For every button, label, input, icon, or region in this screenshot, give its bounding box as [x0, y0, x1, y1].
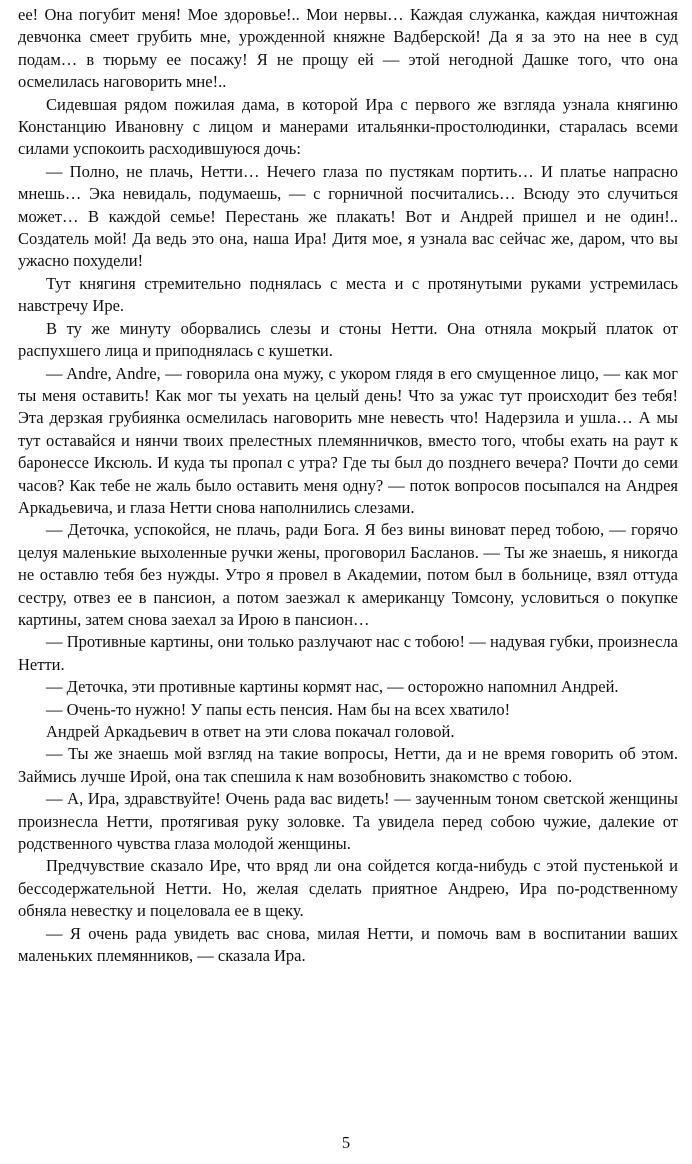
paragraph: Тут княгиня стремительно поднялась с места и с протянутыми руками устремилась навстречу Ире. — [18, 273, 678, 316]
paragraph: — Очень-то нужно! У папы есть пенсия. Нам бы на всех хватило! — [46, 699, 511, 719]
paragraph: В ту же минуту оборвались слезы и стоны Нетти. Она отняла мокрый платок от распухшего лица и приподнялась с кушетки. — [18, 318, 678, 361]
paragraph: Сидевшая рядом пожилая дама, в которой Ира с первого же взгляда узнала княгиню Констанцию Ивановну с лицом и манерами итальянки-простолюдинки, старалась всеми силами успокоить расходившуюся дочь: — [18, 94, 678, 159]
paragraph: — Деточка, успокойся, не плачь, ради Бога. Я без вины виноват перед тобою, — горячо целуя маленькие выхоленные ручки жены, проговорил Басланов. — Ты же знаешь, я никогда не оставлю тебя без нужды. Утро я провел в Академии, потом был в больнице, взял оттуда сестру, отвез ее в пансион, а потом заезжал к американцу Томсону, условиться о покупке картины, затем снова заехал за Ирою в пансион… — [18, 520, 678, 629]
book-page-text — [18, 4, 678, 967]
paragraph: — Деточка, эти противные картины кормят нас, — осторожно напомнил Андрей. — [46, 677, 619, 697]
paragraph: — Полно, не плачь, Нетти… Нечего глаза по пустякам портить… И платье напрасно мнешь… Эка невидаль, подумаешь, — с горничной посчитались… Всюду это случиться может… В каждой семье! Перестань же плакать! Вот и Андрей пришел и не один!.. Создатель мой! Да ведь это она, наша Ира! Дитя мое, я узнала вас сейчас же, даром, что вы ужасно похудели! — [18, 161, 678, 271]
paragraph: — Я очень рада увидеть вас снова, милая Нетти, и помочь вам в воспитании ваших маленьких племянников, — сказала Ира. — [18, 923, 678, 966]
page-number: 5 — [341, 1133, 351, 1152]
paragraph: — Ты же знаешь мой взгляд на такие вопросы, Нетти, да и не время говорить об этом. Займись лучше Ирой, она так спешила к нам возобновить знакомство с тобою. — [18, 744, 678, 786]
paragraph: — Противные картины, они только разлучают нас с тобою! — надувая губки, произнесла Нетти. — [18, 632, 678, 674]
paragraph-continuation: ее! Она погубит меня! Мое здоровье!.. Мои нервы… Каждая служанка, каждая ничтожная девчонка смеет грубить мне, урожденной княжне Вадберской! Да я за это на нее в суд подам… в тюрьму ее посажу! Я не прощу ей — этой негодной Дашке того, что она осмелилась наговорить мне!.. — [18, 5, 678, 92]
paragraph: Предчувствие сказало Ире, что вряд ли она сойдется когда-нибудь с этой пустенькой и бессодержательной Нетти. Но, желая сделать приятное Андрею, Ира по-родственному обняла невестку и поцеловала ее в щеку. — [18, 856, 678, 921]
paragraph: — А, Ира, здравствуйте! Очень рада вас видеть! — заученным тоном светской женщины произнесла Нетти, протягивая руку золовке. Та увидела перед собою чужие, далекие от родственного чувства глаза молодой женщины. — [18, 789, 678, 854]
paragraph: Андрей Аркадьевич в ответ на эти слова покачал головой. — [46, 722, 455, 741]
paragraph: — Andre, Andre, — говорила она мужу, с укором глядя в его смущенное лицо, — как мог ты меня оставить! Как мог ты уехать на целый день! Что за ужас тут происходит без тебя! Эта дерзкая грубиянка осмелилась наговорить мне невесть что! Надерзила и ушла… А мы тут оставайся и нянчи твоих прелестных племянничков, вместо того, чтобы ехать на раут к баронессе Иксюль. И куда ты пропал с утра? Где ты был до позднего вечера? Почти до семи часов? Как тебе не жаль было оставить меня одну? — поток вопросов посыпался на Андрея Аркадьевича, и глаза Нетти снова наполнились слезами. — [18, 363, 678, 517]
